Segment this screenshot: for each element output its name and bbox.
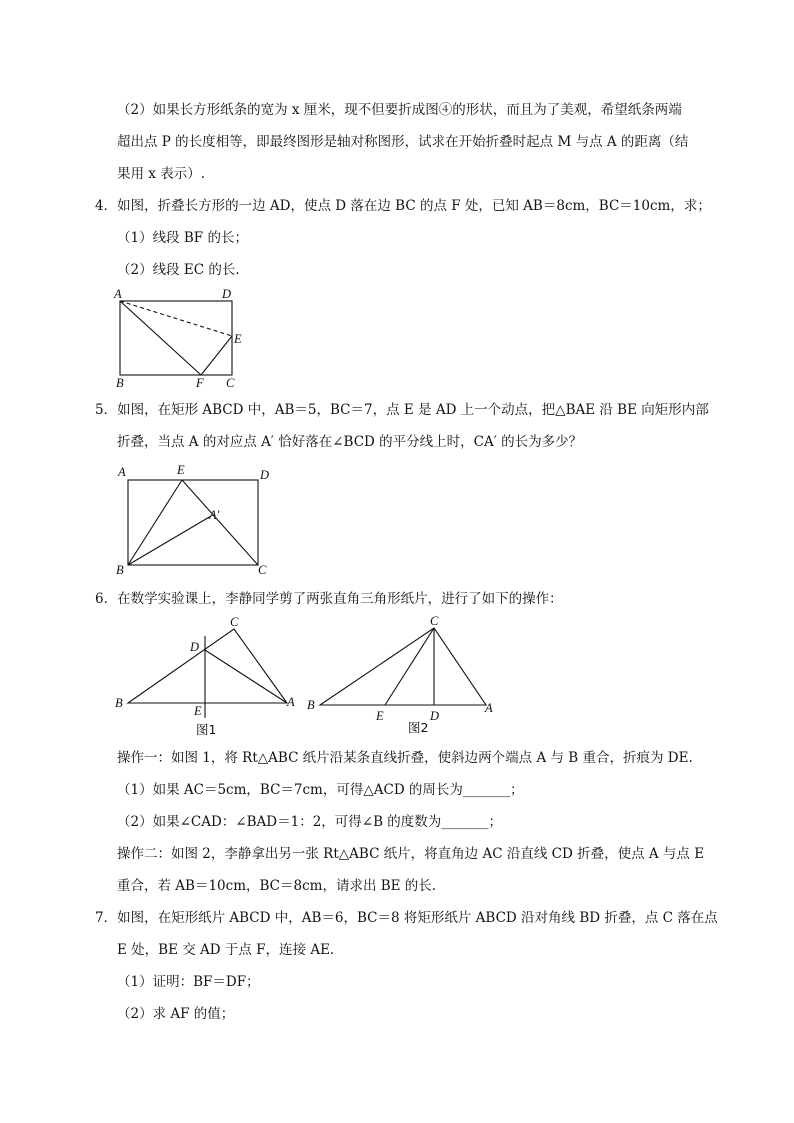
q7-stem-line2: E 处，BE 交 AD 于点 F，连接 AE. xyxy=(117,942,335,958)
q5-stem-line2: 折叠，当点 A 的对应点 A′ 恰好落在∠BCD 的平分线上时，CA′ 的长为多少？ xyxy=(117,434,583,450)
q4-label-A: A xyxy=(114,287,122,301)
q6a-segment-DA xyxy=(205,650,287,703)
figure-q6-2 xyxy=(300,612,505,740)
q6b-segment-CE xyxy=(385,628,434,705)
q4-fold-line-AE xyxy=(120,301,232,336)
q7-part2: （2）求 AF 的值； xyxy=(117,1006,235,1022)
figure-q5 xyxy=(110,462,280,580)
q5-label-C: C xyxy=(258,563,267,577)
q5-segment-BA-prime xyxy=(128,516,211,565)
q6-operation2-line1: 操作二：如图 2，李静拿出另一张 Rt△ABC 纸片，将直角边 AC 沿直线 CD 折叠，使点 A 与点 E xyxy=(117,846,705,862)
q4-label-F: F xyxy=(196,376,204,390)
q5-label-A: A xyxy=(118,465,126,479)
q4-part2: （2）线段 EC 的长. xyxy=(117,262,240,278)
q7-stem-line1: 7．如图，在矩形纸片 ABCD 中，AB＝6，BC＝8 将矩形纸片 ABCD 沿对角线 BD 折叠，点 C 落在点 xyxy=(95,910,718,926)
q6b-triangle-ABC xyxy=(320,628,486,705)
figure-q4 xyxy=(108,284,248,390)
q3-part2-line1: （2）如果长方形纸条的宽为 x 厘米，现不但要折成图④的形状，而且为了美观，希望纸条两端 xyxy=(117,102,682,118)
q3-part2-line2: 超出点 P 的长度相等，即最终图形是轴对称图形，试求在开始折叠时起点 M 与点 A 的距离（结 xyxy=(117,134,689,150)
q6a-triangle-ABC xyxy=(128,629,287,703)
q5-label-A-prime: A′ xyxy=(209,508,220,522)
q5-label-D: D xyxy=(260,468,270,482)
q6-stem: 6．在数学实验课上，李静同学剪了两张直角三角形纸片，进行了如下的操作： xyxy=(95,591,563,607)
q6a-label-E: E xyxy=(194,704,202,718)
q6-part2: （2）如果∠CAD：∠BAD＝1：2，可得∠B 的度数为_______； xyxy=(117,814,503,830)
q4-part1: （1）线段 BF 的长； xyxy=(117,230,248,246)
q6-operation1: 操作一：如图 1，将 Rt△ABC 纸片沿某条直线折叠，使斜边两个端点 A 与 B 重合，折痕为 DE. xyxy=(117,750,693,766)
q6a-label-C: C xyxy=(230,615,239,629)
q6b-label-A: A xyxy=(485,701,493,715)
q6b-caption: 图2 xyxy=(408,720,429,735)
q4-label-B: B xyxy=(116,376,124,390)
q4-segment-FE xyxy=(201,336,232,375)
q6a-label-D: D xyxy=(190,640,200,654)
q6a-label-B: B xyxy=(115,696,123,710)
q4-label-C: C xyxy=(226,376,235,390)
q6b-label-B: B xyxy=(307,698,315,712)
q5-label-E: E xyxy=(177,463,185,477)
figure-q6-1 xyxy=(110,612,300,740)
q5-label-B: B xyxy=(116,563,124,577)
q6b-label-E: E xyxy=(376,709,384,723)
q6b-label-C: C xyxy=(430,614,439,628)
q6-part1: （1）如果 AC＝5cm，BC＝7cm，可得△ACD 的周长为_______； xyxy=(117,782,524,798)
q6a-caption: 图1 xyxy=(196,722,217,737)
q6b-label-D: D xyxy=(430,709,440,723)
q5-segment-EC xyxy=(182,480,258,565)
q4-segment-AF xyxy=(120,301,201,375)
q6-operation2-line2: 重合，若 AB＝10cm，BC＝8cm，请求出 BE 的长. xyxy=(117,878,437,894)
q3-part2-line3: 果用 x 表示）. xyxy=(117,166,205,182)
q6a-label-A: A xyxy=(287,695,295,709)
q5-segment-BE xyxy=(128,480,182,565)
q4-stem: 4．如图，折叠长方形的一边 AD，使点 D 落在边 BC 的点 F 处，已知 AB＝8cm，BC＝10cm，求； xyxy=(95,198,711,214)
q4-label-E: E xyxy=(234,332,242,346)
q5-stem-line1: 5．如图，在矩形 ABCD 中，AB＝5，BC＝7，点 E 是 AD 上一个动点，把△BAE 沿 BE 向矩形内部 xyxy=(95,402,709,418)
q4-label-D: D xyxy=(222,287,232,301)
q7-part1: （1）证明：BF＝DF； xyxy=(117,974,260,990)
q4-rectangle xyxy=(120,301,232,375)
